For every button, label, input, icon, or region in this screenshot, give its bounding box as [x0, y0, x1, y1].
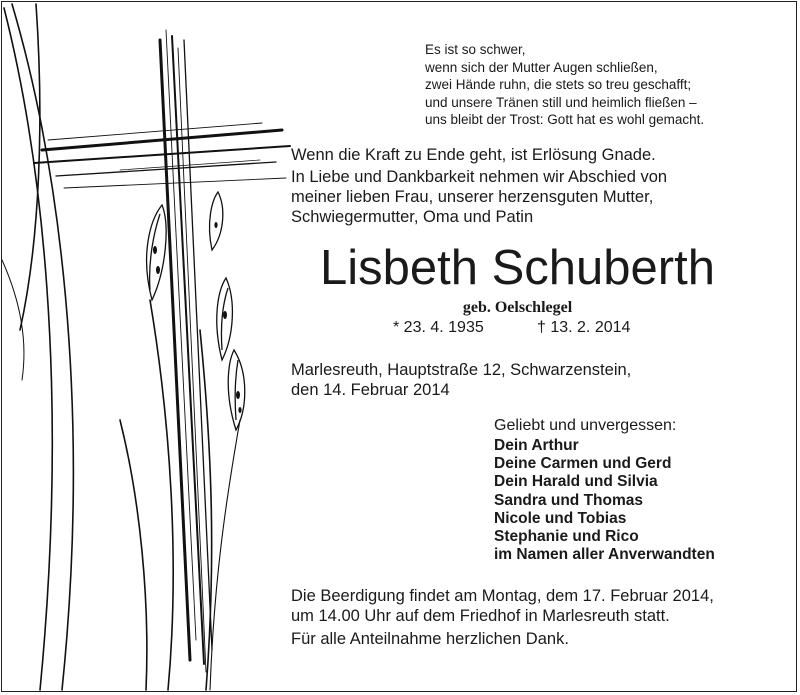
poem-line: uns bleibt der Trost: Gott hat es wohl gemacht.	[425, 112, 705, 127]
poem-line: zwei Hände ruhn, die stets so treu geschafft;	[425, 77, 692, 92]
birth-date: * 23. 4. 1935	[393, 319, 484, 336]
mourner-name: im Namen aller Anverwandten	[494, 546, 715, 564]
funeral-info	[291, 587, 714, 626]
farewell-line: In Liebe und Dankbarkeit nehmen wir Abschied von	[291, 168, 668, 186]
poem-line: wenn sich der Mutter Augen schließen,	[425, 59, 658, 75]
death-date: † 13. 2. 2014	[537, 319, 631, 336]
mourners-list	[494, 437, 715, 564]
sketched-arcs	[2, 4, 240, 690]
farewell-text	[291, 167, 771, 227]
poem-line: und unsere Tränen still und heimlich fließen –	[425, 94, 697, 110]
memorial-poem	[425, 41, 785, 129]
mourner-name: Sandra und Thomas	[494, 491, 643, 509]
cross-with-wheat-illustration	[0, 0, 300, 695]
intro-quote: Wenn die Kraft zu Ende geht, ist Erlösung Gnade.	[291, 146, 656, 164]
place-line: Marlesreuth, Hauptstraße 12, Schwarzenstein,	[291, 361, 632, 379]
deceased-name: Lisbeth Schuberth	[320, 241, 715, 295]
mourner-name: Dein Arthur	[494, 437, 579, 454]
maiden-name: geb. Oelschlegel	[462, 299, 573, 316]
mourner-name: Stephanie und Rico	[494, 528, 639, 546]
poem-line: Es ist so schwer,	[425, 42, 526, 57]
mourner-name: Nicole und Tobias	[494, 509, 627, 527]
mourners-intro: Geliebt und unvergessen:	[494, 417, 677, 434]
farewell-line: meiner lieben Frau, unserer herzensguten Mutter,	[291, 188, 654, 206]
cross-icon	[34, 30, 290, 672]
mourner-name: Deine Carmen und Gerd	[494, 455, 672, 473]
funeral-line: um 14.00 Uhr auf dem Friedhof in Marlesreuth statt.	[291, 606, 670, 625]
funeral-line: Die Beerdigung findet am Montag, dem 17. Februar 2014,	[291, 587, 714, 605]
farewell-line: Schwiegermutter, Oma und Patin	[291, 208, 534, 226]
date-line: den 14. Februar 2014	[291, 380, 450, 399]
place-and-date	[291, 361, 631, 400]
thanks-line: Für alle Anteilnahme herzlichen Dank.	[291, 630, 569, 648]
mourner-name: Dein Harald und Silvia	[494, 473, 658, 491]
wheat-ear-icon	[147, 192, 245, 430]
